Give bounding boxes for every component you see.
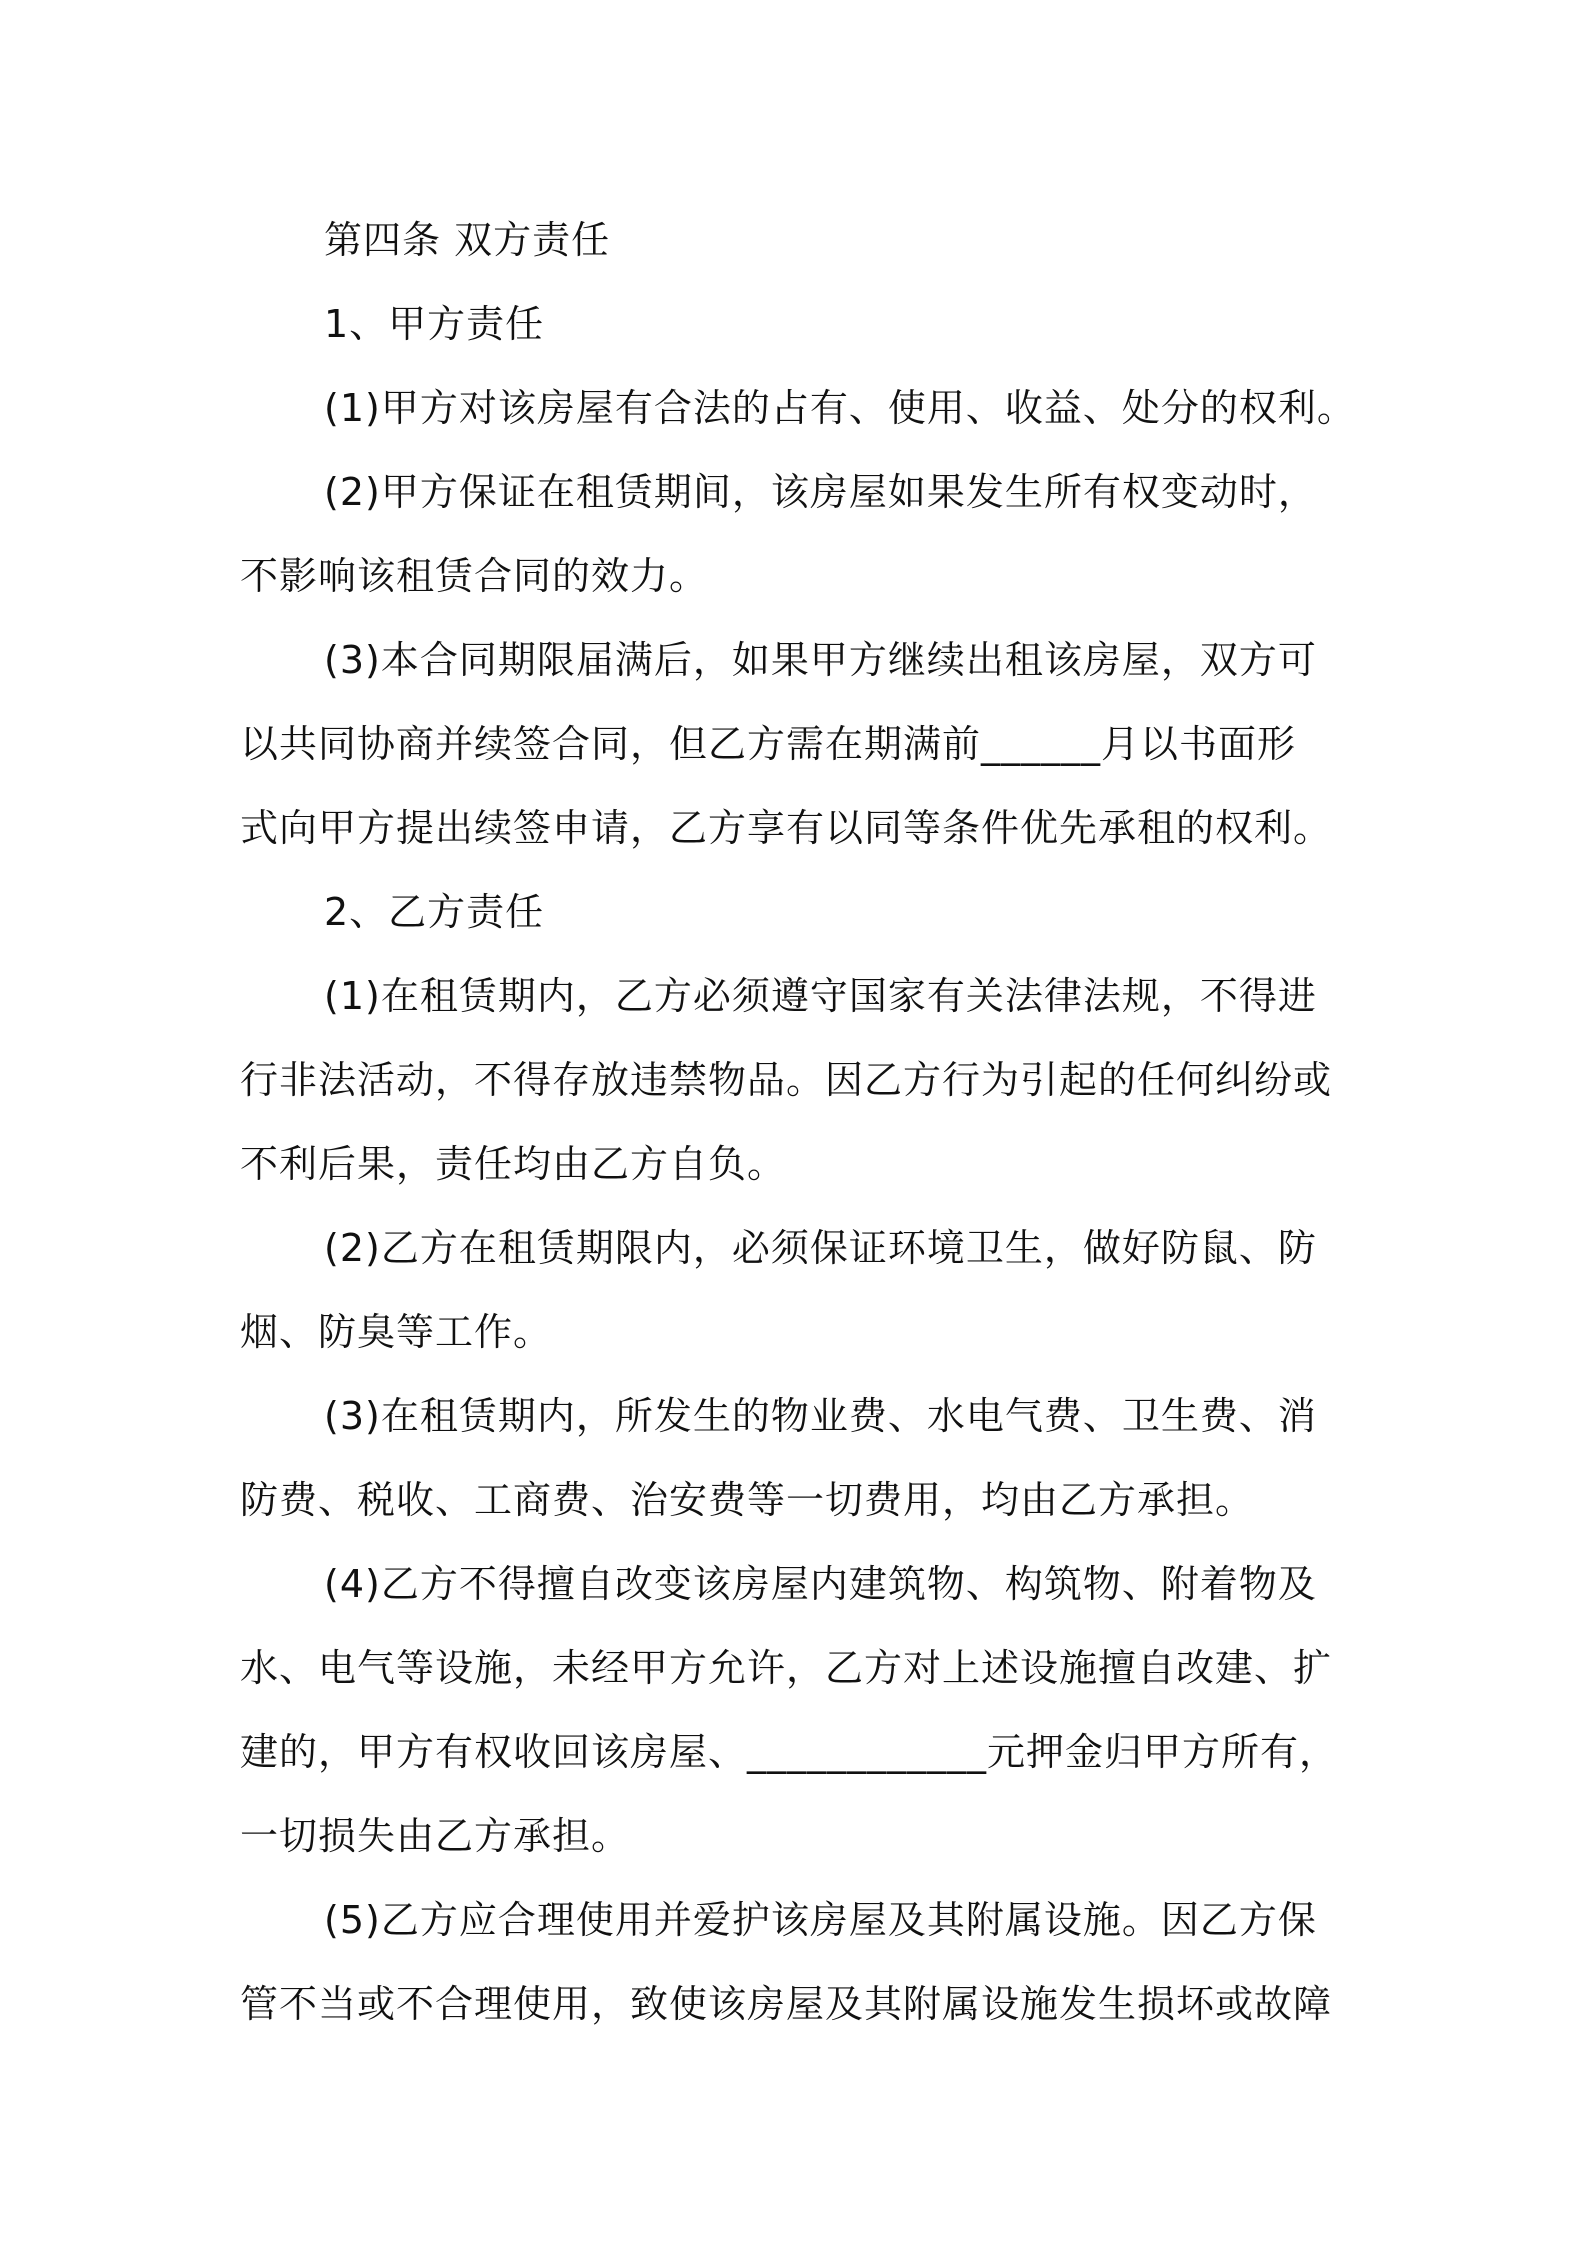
paragraph-line: 一切损失由乙方承担。: [240, 1814, 631, 1858]
paragraph-line: (4)乙方不得擅自改变该房屋内建筑物、构筑物、附着物及: [324, 1562, 1317, 1606]
paragraph-line: (1)甲方对该房屋有合法的占有、使用、收益、处分的权利。: [324, 386, 1356, 430]
paragraph-line: 行非法活动，不得存放违禁物品。因乙方行为引起的任何纠纷或: [240, 1058, 1333, 1102]
paragraph-line: (5)乙方应合理使用并爱护该房屋及其附属设施。因乙方保: [324, 1898, 1317, 1942]
paragraph-line: 不利后果，责任均由乙方自负。: [240, 1142, 787, 1186]
paragraph-line: 不影响该租赁合同的效力。: [240, 554, 709, 598]
paragraph-line: (1)在租赁期内，乙方必须遵守国家有关法律法规，不得进: [324, 974, 1317, 1018]
paragraph-line: 式向甲方提出续签申请，乙方享有以同等条件优先承租的权利。: [240, 806, 1333, 850]
paragraph-line: (2)甲方保证在租赁期间，该房屋如果发生所有权变动时，: [324, 470, 1317, 514]
section-title: 第四条 双方责任: [324, 218, 611, 262]
paragraph-line: 管不当或不合理使用，致使该房屋及其附属设施发生损坏或故障: [240, 1982, 1333, 2026]
paragraph-line: 建的，甲方有权收回该房屋、____________元押金归甲方所有，: [240, 1730, 1339, 1774]
paragraph-line: (2)乙方在租赁期限内，必须保证环境卫生，做好防鼠、防: [324, 1226, 1317, 1270]
paragraph-line: 烟、防臭等工作。: [240, 1310, 553, 1354]
paragraph-line: (3)本合同期限届满后，如果甲方继续出租该房屋，双方可: [324, 638, 1317, 682]
paragraph-line: 水、电气等设施，未经甲方允许，乙方对上述设施擅自改建、扩: [240, 1646, 1333, 1690]
subsection-heading-party-b: 2、乙方责任: [324, 890, 545, 934]
paragraph-line: (3)在租赁期内，所发生的物业费、水电气费、卫生费、消: [324, 1394, 1317, 1438]
subsection-heading-party-a: 1、甲方责任: [324, 302, 545, 346]
paragraph-line: 以共同协商并续签合同，但乙方需在期满前______月以书面形: [240, 722, 1297, 766]
paragraph-line: 防费、税收、工商费、治安费等一切费用，均由乙方承担。: [240, 1478, 1255, 1522]
document-body: [240, 198, 1360, 2046]
